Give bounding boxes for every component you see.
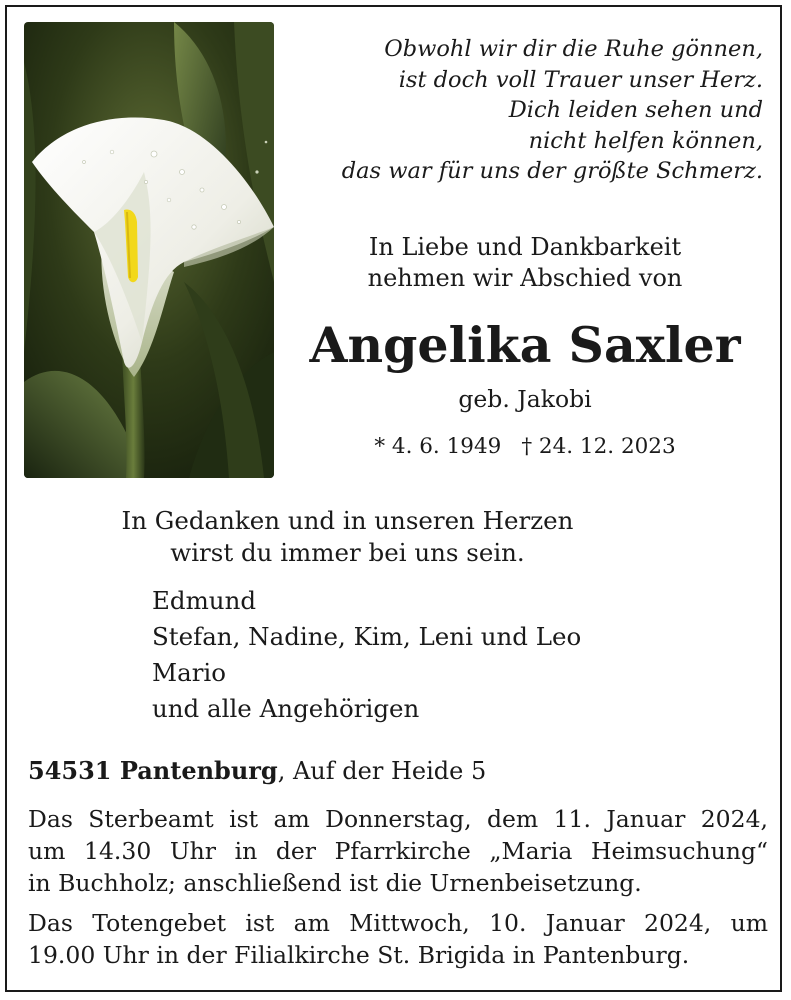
notice-line: 19.00 Uhr in der Filialkirche St. Brigida in Pantenburg. xyxy=(28,941,690,969)
memorial-thought xyxy=(80,505,615,569)
calla-lily-photo xyxy=(24,22,274,478)
mourner-line: Mario xyxy=(152,658,226,687)
deceased-name: Angelika Saxler xyxy=(309,316,741,374)
poem-line: nicht helfen können, xyxy=(528,127,763,154)
address-place: 54531 Pantenburg xyxy=(28,756,278,785)
thought-line: wirst du immer bei uns sein. xyxy=(170,538,525,567)
prayer-notice xyxy=(28,907,768,971)
notice-line: Das Totengebet ist am Mittwoch, 10. Januar 2024, um xyxy=(28,909,768,937)
intro-line: In Liebe und Dankbarkeit xyxy=(368,233,682,261)
thought-line: In Gedanken und in unseren Herzen xyxy=(121,506,574,535)
mourner-line: und alle Angehörigen xyxy=(152,694,420,723)
farewell-intro xyxy=(300,232,750,294)
notice-line: um 14.30 Uhr in der Pfarrkirche „Maria Heimsuchung“ xyxy=(28,837,768,865)
poem-line: das war für uns der größte Schmerz. xyxy=(341,158,763,184)
poem xyxy=(293,34,763,187)
mourners-list xyxy=(152,583,581,727)
family-address xyxy=(28,755,486,787)
birth-date: * 4. 6. 1949 xyxy=(374,434,502,459)
poem-line: ist doch voll Trauer unser Herz. xyxy=(398,66,763,93)
funeral-mass-notice xyxy=(28,803,768,899)
notice-line: Das Sterbeamt ist am Donnerstag, dem 11. Januar 2024, xyxy=(28,805,768,833)
mourner-line: Stefan, Nadine, Kim, Leni und Leo xyxy=(152,622,582,651)
notice-line: in Buchholz; anschließend ist die Urnenbeisetzung. xyxy=(28,869,642,897)
death-date: † 24. 12. 2023 xyxy=(521,434,676,459)
mourner-line: Edmund xyxy=(152,586,257,615)
poem-line: Obwohl wir dir die Ruhe gönnen, xyxy=(384,36,763,62)
address-street: , Auf der Heide 5 xyxy=(277,757,487,785)
poem-line: Dich leiden sehen und xyxy=(508,97,763,123)
intro-line: nehmen wir Abschied von xyxy=(367,264,683,292)
life-dates xyxy=(300,432,750,462)
maiden-name: geb. Jakobi xyxy=(458,385,592,413)
